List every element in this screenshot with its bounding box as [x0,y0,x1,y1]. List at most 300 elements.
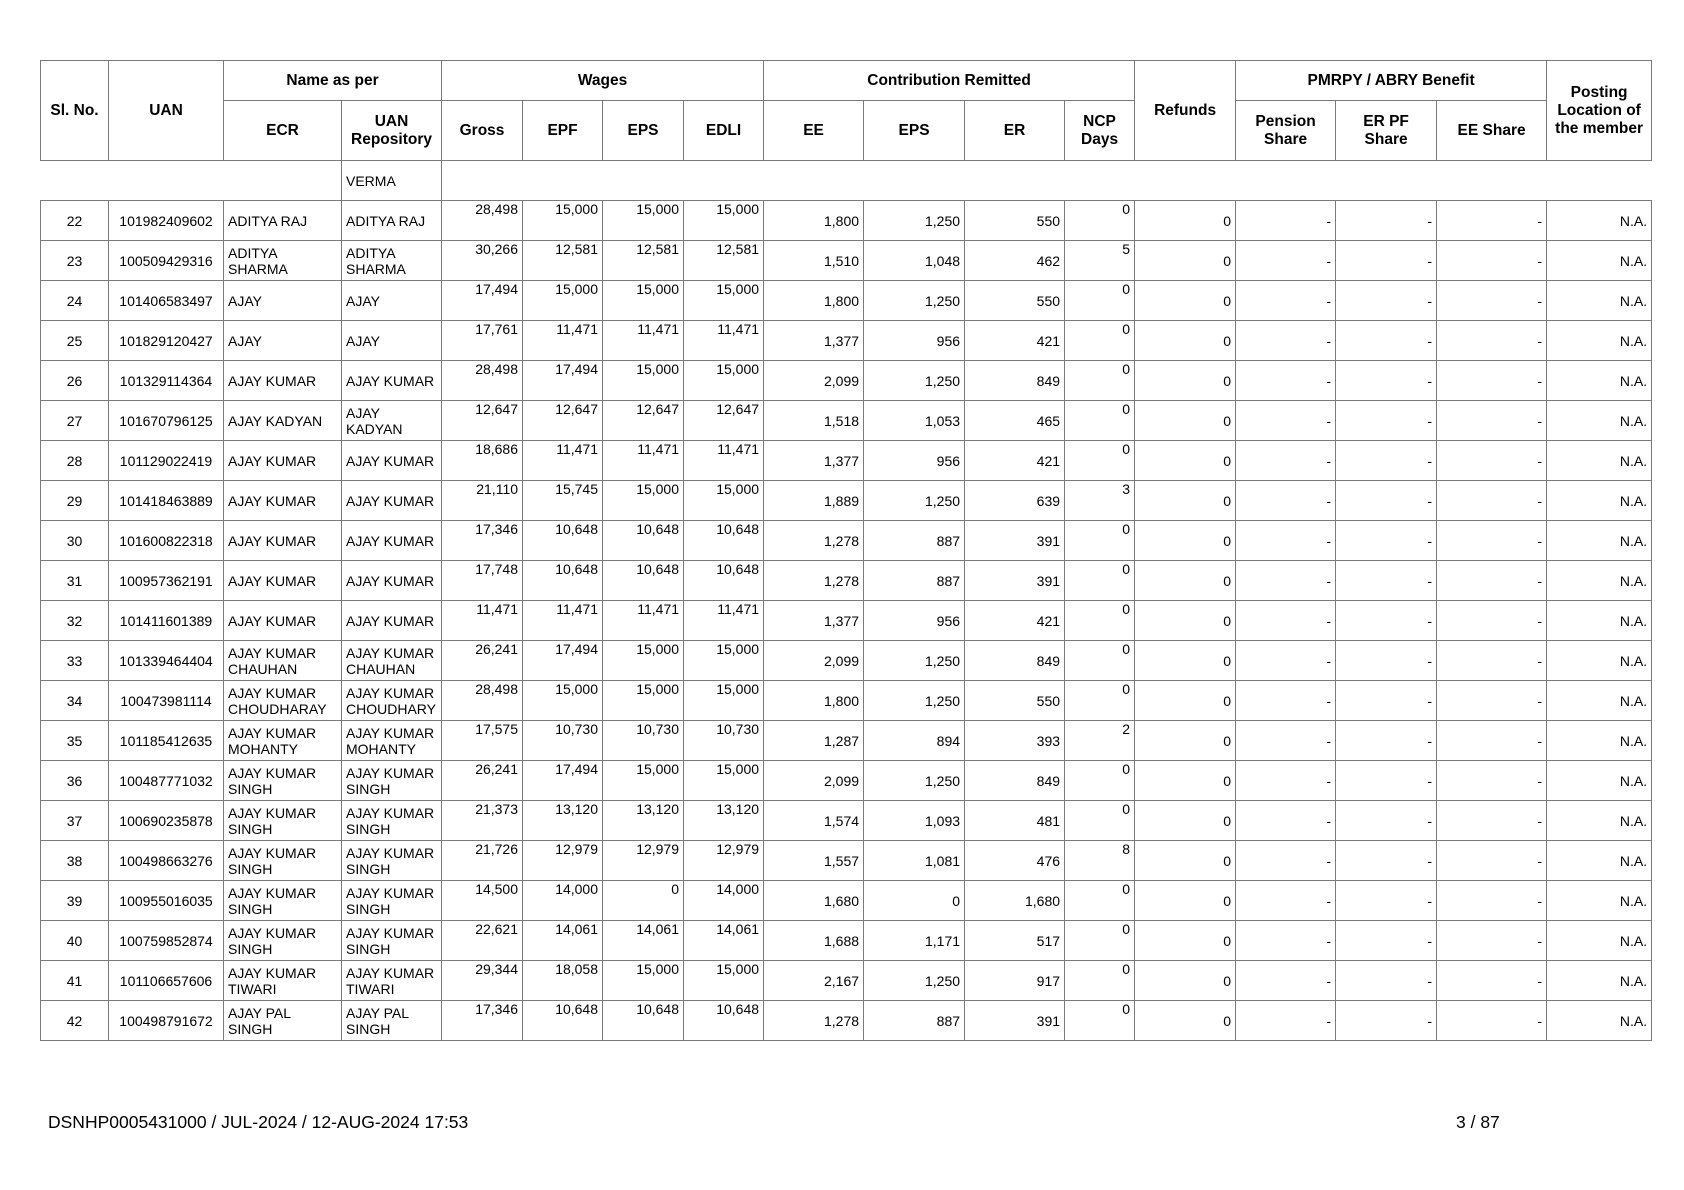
cell-er: 639 [965,481,1065,521]
cell-ncp-days: 0 [1065,921,1135,961]
cell-ecr-name: AJAY KUMAR SINGH [224,801,342,841]
cell-pension-share: - [1236,201,1336,241]
cell-ncp-days: 0 [1065,281,1135,321]
cell-uan: 100509429316 [109,241,224,281]
cell-epf: 17,494 [523,641,603,681]
cell-uan: 100498791672 [109,1001,224,1041]
cell-gross: 17,346 [442,521,523,561]
cell-uan-repository-name: AJAY KUMAR [342,521,442,561]
cell-edli: 15,000 [684,281,764,321]
cell-ecr-name: AJAY [224,281,342,321]
header-gross: Gross [442,101,523,161]
cell-er: 517 [965,921,1065,961]
cell-refunds: 0 [1135,881,1236,921]
cell-sl-no: 28 [41,441,109,481]
table-row [41,961,1652,1001]
cell-posting-location: N.A. [1547,441,1652,481]
cell-refunds: 0 [1135,241,1236,281]
cell-eps-contribution: 887 [864,561,965,601]
cell-er: 550 [965,201,1065,241]
cell-eps-wages: 10,648 [603,1001,684,1041]
cell-ee-share: - [1437,521,1547,561]
cell-ecr-name: AJAY PAL SINGH [224,1001,342,1041]
cell-er-pf-share: - [1336,761,1437,801]
continuation-text: VERMA [342,161,442,201]
cell-er: 391 [965,561,1065,601]
cell-ncp-days: 0 [1065,441,1135,481]
cell-er-pf-share: - [1336,481,1437,521]
cell-eps-contribution: 1,081 [864,841,965,881]
cell-ecr-name: AJAY KUMAR [224,521,342,561]
table-row [41,921,1652,961]
cell-uan-repository-name: AJAY [342,321,442,361]
cell-ee-share: - [1437,281,1547,321]
cell-ecr-name: AJAY KUMAR [224,361,342,401]
cell-uan: 100759852874 [109,921,224,961]
cell-uan: 100498663276 [109,841,224,881]
cell-er: 391 [965,521,1065,561]
cell-ee-share: - [1437,401,1547,441]
cell-epf: 17,494 [523,361,603,401]
cell-eps-contribution: 956 [864,321,965,361]
cell-ee: 1,287 [764,721,864,761]
cell-pension-share: - [1236,601,1336,641]
cell-ee: 1,680 [764,881,864,921]
table-row [41,401,1652,441]
header-er: ER [965,101,1065,161]
cell-eps-contribution: 1,250 [864,281,965,321]
cell-uan: 101982409602 [109,201,224,241]
cell-uan-repository-name: AJAY KUMAR [342,441,442,481]
cell-sl-no: 33 [41,641,109,681]
cell-ncp-days: 0 [1065,801,1135,841]
cell-posting-location: N.A. [1547,801,1652,841]
cell-pension-share: - [1236,561,1336,601]
cell-er: 481 [965,801,1065,841]
cell-edli: 15,000 [684,761,764,801]
cell-er: 1,680 [965,881,1065,921]
cell-eps-wages: 15,000 [603,961,684,1001]
cell-refunds: 0 [1135,521,1236,561]
table-row [41,441,1652,481]
cell-eps-wages: 12,581 [603,241,684,281]
cell-pension-share: - [1236,681,1336,721]
cell-eps-contribution: 1,250 [864,961,965,1001]
header-epf: EPF [523,101,603,161]
cell-ncp-days: 0 [1065,401,1135,441]
cell-er-pf-share: - [1336,361,1437,401]
cell-ecr-name: AJAY KUMAR [224,561,342,601]
cell-er: 421 [965,601,1065,641]
cell-uan-repository-name: AJAY KUMAR SINGH [342,921,442,961]
cell-eps-wages: 10,730 [603,721,684,761]
cell-gross: 22,621 [442,921,523,961]
cell-refunds: 0 [1135,1001,1236,1041]
cell-sl-no: 35 [41,721,109,761]
cell-uan: 101185412635 [109,721,224,761]
header-ncp-days: NCP Days [1065,101,1135,161]
cell-refunds: 0 [1135,681,1236,721]
cell-ee: 1,518 [764,401,864,441]
header-ee: EE [764,101,864,161]
cell-uan-repository-name: AJAY KUMAR SINGH [342,881,442,921]
cell-gross: 14,500 [442,881,523,921]
cell-er-pf-share: - [1336,961,1437,1001]
cell-gross: 26,241 [442,761,523,801]
cell-posting-location: N.A. [1547,921,1652,961]
cell-uan-repository-name: AJAY KUMAR [342,601,442,641]
cell-posting-location: N.A. [1547,521,1652,561]
cell-uan-repository-name: AJAY KADYAN [342,401,442,441]
cell-er-pf-share: - [1336,521,1437,561]
cell-eps-wages: 11,471 [603,441,684,481]
cell-ee-share: - [1437,321,1547,361]
table-row [41,601,1652,641]
cell-eps-wages: 14,061 [603,921,684,961]
cell-epf: 15,000 [523,281,603,321]
cell-edli: 12,979 [684,841,764,881]
cell-eps-wages: 12,979 [603,841,684,881]
cell-eps-contribution: 1,093 [864,801,965,841]
cell-gross: 26,241 [442,641,523,681]
cell-ncp-days: 0 [1065,761,1135,801]
cell-ee: 1,800 [764,281,864,321]
cell-epf: 10,648 [523,1001,603,1041]
cell-uan: 100957362191 [109,561,224,601]
cell-edli: 15,000 [684,961,764,1001]
cell-sl-no: 36 [41,761,109,801]
cell-edli: 15,000 [684,681,764,721]
cell-er-pf-share: - [1336,721,1437,761]
cell-pension-share: - [1236,281,1336,321]
cell-er: 421 [965,321,1065,361]
cell-refunds: 0 [1135,801,1236,841]
cell-gross: 17,761 [442,321,523,361]
cell-ee: 1,377 [764,601,864,641]
cell-ee-share: - [1437,241,1547,281]
cell-er-pf-share: - [1336,321,1437,361]
cell-ee: 1,278 [764,1001,864,1041]
header-refunds: Refunds [1135,61,1236,161]
cell-ncp-days: 5 [1065,241,1135,281]
cell-ecr-name: AJAY KUMAR TIWARI [224,961,342,1001]
cell-er-pf-share: - [1336,201,1437,241]
cell-pension-share: - [1236,721,1336,761]
cell-er-pf-share: - [1336,641,1437,681]
cell-pension-share: - [1236,521,1336,561]
cell-edli: 12,581 [684,241,764,281]
cell-sl-no: 38 [41,841,109,881]
cell-ee: 1,278 [764,561,864,601]
cell-ncp-days: 0 [1065,561,1135,601]
cell-er: 393 [965,721,1065,761]
header-sl-no: Sl. No. [41,61,109,161]
cell-gross: 28,498 [442,201,523,241]
cell-ee-share: - [1437,761,1547,801]
cell-sl-no: 34 [41,681,109,721]
cell-ee: 1,377 [764,441,864,481]
cell-posting-location: N.A. [1547,601,1652,641]
cell-posting-location: N.A. [1547,641,1652,681]
cell-refunds: 0 [1135,921,1236,961]
cell-sl-no: 27 [41,401,109,441]
table-row [41,881,1652,921]
cell-epf: 10,648 [523,521,603,561]
cell-uan: 100473981114 [109,681,224,721]
cell-uan-repository-name: AJAY KUMAR [342,561,442,601]
cell-uan-repository-name: AJAY KUMAR TIWARI [342,961,442,1001]
cell-posting-location: N.A. [1547,841,1652,881]
cell-pension-share: - [1236,321,1336,361]
cell-edli: 11,471 [684,321,764,361]
cell-pension-share: - [1236,1001,1336,1041]
cell-ecr-name: AJAY KUMAR [224,601,342,641]
cell-sl-no: 42 [41,1001,109,1041]
footer-document-info: DSNHP0005431000 / JUL-2024 / 12-AUG-2024 17:53 [48,1112,469,1132]
table-row [41,841,1652,881]
cell-epf: 11,471 [523,321,603,361]
cell-gross: 28,498 [442,361,523,401]
cell-er-pf-share: - [1336,281,1437,321]
header-wages: Wages [442,61,764,101]
cell-edli: 12,647 [684,401,764,441]
cell-eps-contribution: 956 [864,601,965,641]
cell-ncp-days: 0 [1065,881,1135,921]
cell-ecr-name: AJAY KUMAR SINGH [224,841,342,881]
cell-ee: 1,557 [764,841,864,881]
cell-ee-share: - [1437,681,1547,721]
cell-refunds: 0 [1135,201,1236,241]
cell-ee: 1,510 [764,241,864,281]
cell-er: 476 [965,841,1065,881]
cell-ee: 1,889 [764,481,864,521]
cell-pension-share: - [1236,761,1336,801]
cell-pension-share: - [1236,801,1336,841]
cell-er-pf-share: - [1336,881,1437,921]
cell-eps-contribution: 956 [864,441,965,481]
cell-gross: 17,494 [442,281,523,321]
cell-refunds: 0 [1135,601,1236,641]
cell-posting-location: N.A. [1547,761,1652,801]
cell-posting-location: N.A. [1547,681,1652,721]
cell-sl-no: 41 [41,961,109,1001]
cell-epf: 11,471 [523,441,603,481]
table-row [41,561,1652,601]
cell-sl-no: 40 [41,921,109,961]
cell-eps-wages: 15,000 [603,201,684,241]
cell-pension-share: - [1236,921,1336,961]
cell-gross: 18,686 [442,441,523,481]
cell-pension-share: - [1236,841,1336,881]
cell-refunds: 0 [1135,961,1236,1001]
header-eps-wages: EPS [603,101,684,161]
cell-posting-location: N.A. [1547,321,1652,361]
cell-epf: 12,581 [523,241,603,281]
cell-ncp-days: 3 [1065,481,1135,521]
cell-er: 465 [965,401,1065,441]
cell-refunds: 0 [1135,281,1236,321]
cell-edli: 11,471 [684,441,764,481]
cell-sl-no: 37 [41,801,109,841]
cell-uan: 101411601389 [109,601,224,641]
cell-edli: 14,000 [684,881,764,921]
cell-ee-share: - [1437,361,1547,401]
cell-eps-contribution: 1,048 [864,241,965,281]
cell-pension-share: - [1236,361,1336,401]
cell-epf: 10,648 [523,561,603,601]
cell-eps-contribution: 894 [864,721,965,761]
cell-posting-location: N.A. [1547,881,1652,921]
cell-er: 421 [965,441,1065,481]
header-er-pf-share: ER PF Share [1336,101,1437,161]
table-row [41,801,1652,841]
cell-eps-wages: 15,000 [603,761,684,801]
table-row [41,521,1652,561]
table-header [41,61,1652,161]
cell-eps-wages: 15,000 [603,681,684,721]
cell-ncp-days: 0 [1065,1001,1135,1041]
cell-ecr-name: AJAY KUMAR CHOUDHARAY [224,681,342,721]
cell-epf: 14,061 [523,921,603,961]
cell-eps-contribution: 1,250 [864,201,965,241]
cell-ncp-days: 0 [1065,321,1135,361]
cell-edli: 14,061 [684,921,764,961]
cell-ee-share: - [1437,721,1547,761]
cell-uan-repository-name: ADITYA SHARMA [342,241,442,281]
cell-pension-share: - [1236,481,1336,521]
cell-edli: 15,000 [684,361,764,401]
cell-ncp-days: 0 [1065,521,1135,561]
cell-sl-no: 23 [41,241,109,281]
cell-epf: 12,647 [523,401,603,441]
cell-epf: 15,000 [523,201,603,241]
cell-ee: 2,167 [764,961,864,1001]
cell-ecr-name: AJAY KADYAN [224,401,342,441]
table-row [41,641,1652,681]
cell-eps-wages: 15,000 [603,361,684,401]
cell-ee: 2,099 [764,361,864,401]
cell-ee-share: - [1437,881,1547,921]
table-row [41,721,1652,761]
header-name-as-per: Name as per [224,61,442,101]
cell-eps-wages: 15,000 [603,641,684,681]
cell-sl-no: 31 [41,561,109,601]
cell-sl-no: 26 [41,361,109,401]
cell-eps-wages: 10,648 [603,561,684,601]
table-body [41,161,1652,1041]
cell-pension-share: - [1236,401,1336,441]
header-ee-share: EE Share [1437,101,1547,161]
cell-ecr-name: AJAY KUMAR MOHANTY [224,721,342,761]
cell-ee: 1,377 [764,321,864,361]
cell-uan-repository-name: AJAY KUMAR CHOUDHARY [342,681,442,721]
cell-ncp-days: 8 [1065,841,1135,881]
cell-posting-location: N.A. [1547,1001,1652,1041]
cell-refunds: 0 [1135,721,1236,761]
header-edli: EDLI [684,101,764,161]
cell-uan-repository-name: AJAY KUMAR [342,361,442,401]
cell-pension-share: - [1236,641,1336,681]
cell-gross: 12,647 [442,401,523,441]
cell-uan-repository-name: AJAY KUMAR CHAUHAN [342,641,442,681]
cell-ncp-days: 0 [1065,961,1135,1001]
header-uan-repository: UAN Repository [342,101,442,161]
cell-refunds: 0 [1135,641,1236,681]
cell-sl-no: 24 [41,281,109,321]
cell-sl-no: 25 [41,321,109,361]
table-row [41,1001,1652,1041]
cell-epf: 15,745 [523,481,603,521]
cell-epf: 10,730 [523,721,603,761]
cell-uan: 100955016035 [109,881,224,921]
table-row [41,361,1652,401]
cell-posting-location: N.A. [1547,281,1652,321]
cell-er: 849 [965,641,1065,681]
table-row [41,481,1652,521]
cell-posting-location: N.A. [1547,401,1652,441]
cell-ncp-days: 0 [1065,641,1135,681]
cell-er-pf-share: - [1336,441,1437,481]
cell-pension-share: - [1236,441,1336,481]
cell-ee: 1,800 [764,201,864,241]
cell-er: 391 [965,1001,1065,1041]
cell-uan-repository-name: AJAY KUMAR [342,481,442,521]
ecr-table [40,60,1652,1041]
table-row [41,281,1652,321]
cell-posting-location: N.A. [1547,201,1652,241]
cell-epf: 17,494 [523,761,603,801]
cell-uan-repository-name: AJAY KUMAR SINGH [342,841,442,881]
header-pension-share: Pension Share [1236,101,1336,161]
cell-edli: 15,000 [684,481,764,521]
cell-uan: 101329114364 [109,361,224,401]
cell-pension-share: - [1236,881,1336,921]
header-posting-location: Posting Location of the member [1547,61,1652,161]
cell-eps-wages: 10,648 [603,521,684,561]
cell-uan: 101129022419 [109,441,224,481]
cell-sl-no: 39 [41,881,109,921]
cell-eps-wages: 13,120 [603,801,684,841]
cell-refunds: 0 [1135,361,1236,401]
cell-ecr-name: ADITYA RAJ [224,201,342,241]
cell-edli: 13,120 [684,801,764,841]
cell-refunds: 0 [1135,841,1236,881]
table-row [41,241,1652,281]
cell-ee-share: - [1437,201,1547,241]
cell-gross: 28,498 [442,681,523,721]
table-row [41,681,1652,721]
cell-epf: 11,471 [523,601,603,641]
cell-ecr-name: AJAY KUMAR CHAUHAN [224,641,342,681]
cell-gross: 21,726 [442,841,523,881]
cell-posting-location: N.A. [1547,721,1652,761]
cell-ncp-days: 2 [1065,721,1135,761]
cell-ee-share: - [1437,641,1547,681]
header-uan: UAN [109,61,224,161]
cell-er: 550 [965,281,1065,321]
cell-gross: 11,471 [442,601,523,641]
table-row [41,201,1652,241]
cell-uan: 101106657606 [109,961,224,1001]
cell-uan: 101670796125 [109,401,224,441]
cell-ecr-name: AJAY KUMAR [224,481,342,521]
cell-refunds: 0 [1135,401,1236,441]
cell-posting-location: N.A. [1547,241,1652,281]
cell-er: 917 [965,961,1065,1001]
cell-epf: 12,979 [523,841,603,881]
cell-ecr-name: AJAY [224,321,342,361]
cell-gross: 17,575 [442,721,523,761]
